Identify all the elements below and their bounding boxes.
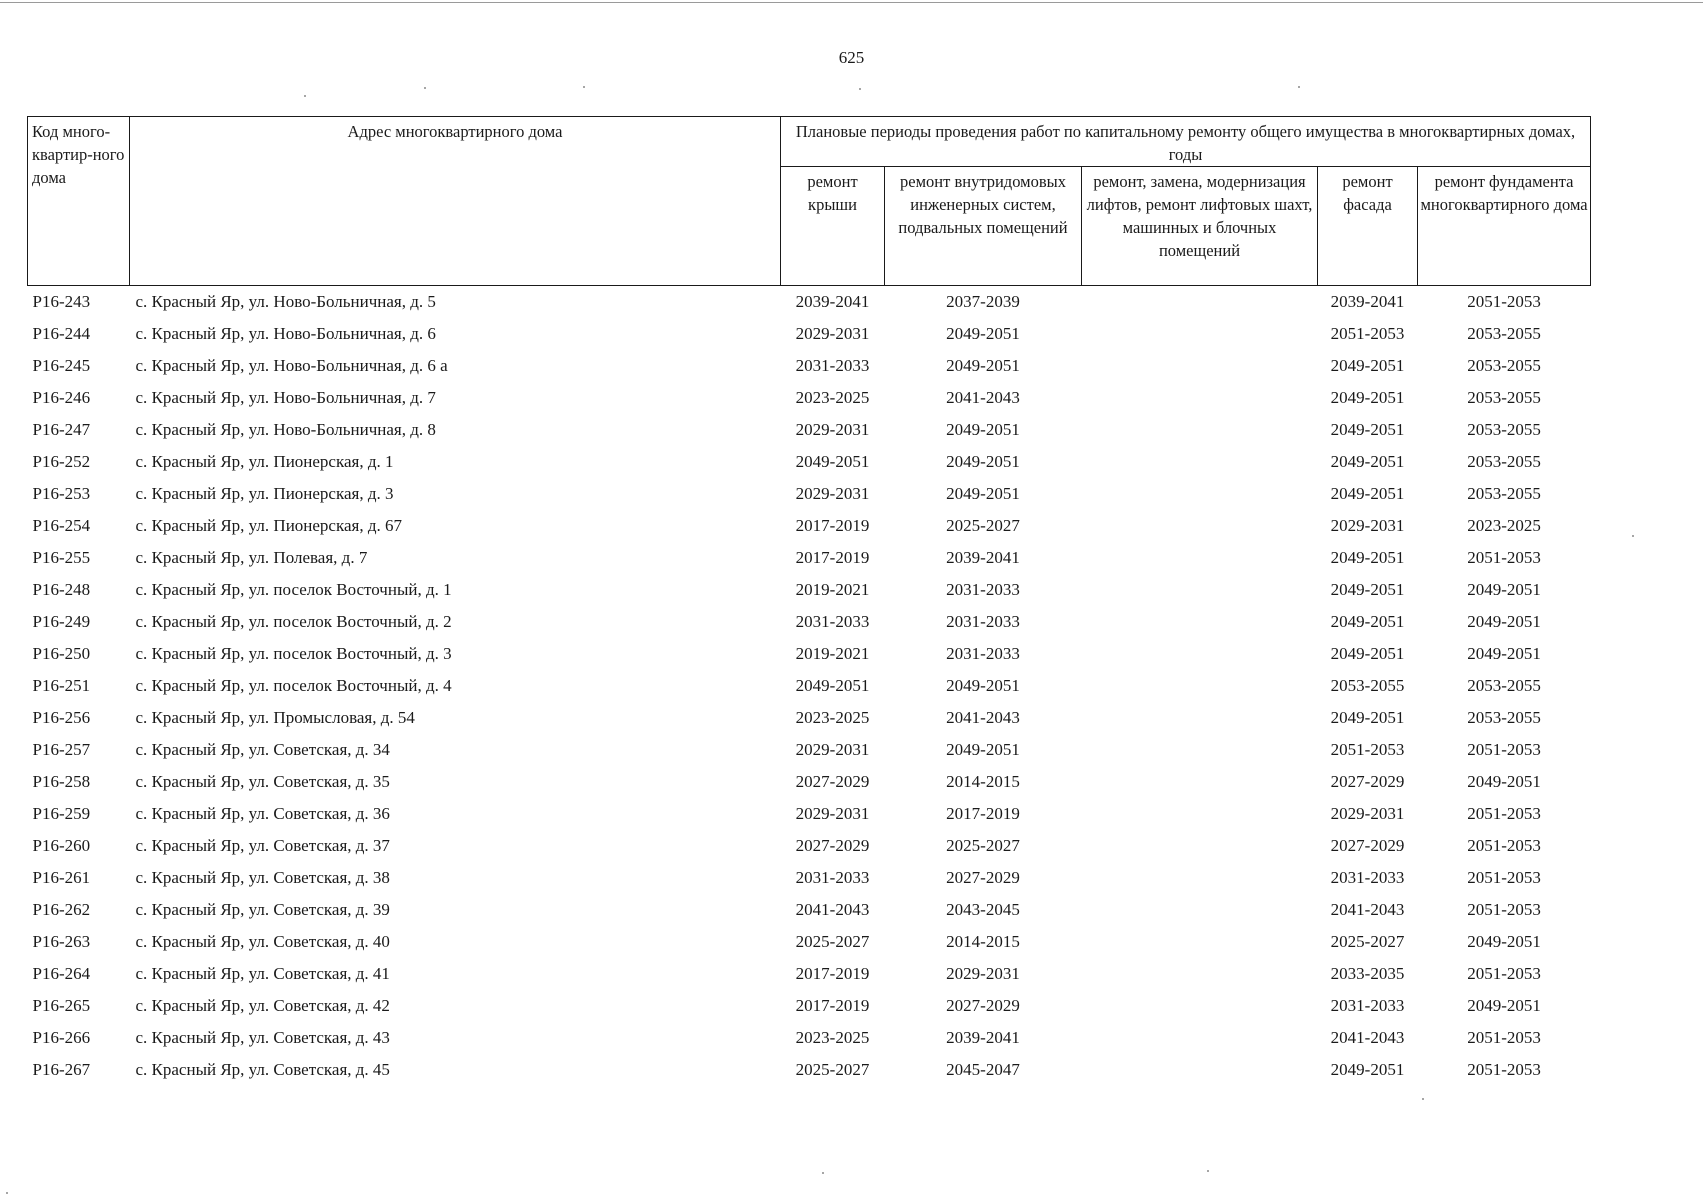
table-row	[28, 1022, 1591, 1054]
table-row	[28, 318, 1591, 350]
cell-roof: 2025-2027	[795, 932, 870, 951]
cell-code: Р16-261	[32, 868, 91, 887]
capital-repair-schedule-table	[27, 116, 1591, 1086]
scan-speck	[822, 1172, 824, 1174]
table-row	[28, 734, 1591, 766]
cell-address: с. Красный Яр, ул. Промысловая, д. 54	[135, 708, 415, 727]
cell-code: Р16-249	[32, 612, 91, 631]
table-row	[28, 894, 1591, 926]
cell-address: с. Красный Яр, ул. Советская, д. 35	[135, 772, 390, 791]
cell-facade: 2031-2033	[1330, 868, 1405, 887]
cell-roof: 2031-2033	[795, 868, 870, 887]
table-row	[28, 670, 1591, 702]
cell-lifts	[1082, 926, 1318, 958]
cell-roof: 2031-2033	[795, 612, 870, 631]
cell-address: с. Красный Яр, ул. поселок Восточный, д. 1	[135, 580, 452, 599]
cell-foundation: 2053-2055	[1467, 452, 1541, 471]
cell-address: с. Красный Яр, ул. Советская, д. 45	[135, 1060, 390, 1079]
cell-code: Р16-254	[32, 516, 91, 535]
cell-roof: 2029-2031	[795, 804, 870, 823]
cell-facade: 2049-2051	[1330, 356, 1405, 375]
cell-facade: 2041-2043	[1330, 1028, 1405, 1047]
cell-systems: 2049-2051	[946, 740, 1020, 759]
cell-lifts	[1082, 798, 1318, 830]
cell-foundation: 2049-2051	[1467, 612, 1541, 631]
cell-lifts	[1082, 318, 1318, 350]
cell-lifts	[1082, 734, 1318, 766]
cell-code: Р16-255	[32, 548, 91, 567]
cell-roof: 2031-2033	[795, 356, 870, 375]
cell-systems: 2017-2019	[946, 804, 1020, 823]
cell-code: Р16-260	[32, 836, 91, 855]
cell-code: Р16-246	[32, 388, 91, 407]
header-foundation: ремонт фундамента многоквартирного дома	[1418, 167, 1591, 286]
table-row	[28, 478, 1591, 510]
cell-address: с. Красный Яр, ул. Советская, д. 37	[135, 836, 390, 855]
table-row	[28, 958, 1591, 990]
cell-roof: 2029-2031	[795, 740, 870, 759]
cell-roof: 2049-2051	[795, 676, 870, 695]
cell-code: Р16-243	[32, 292, 91, 311]
cell-systems: 2025-2027	[946, 836, 1020, 855]
cell-code: Р16-258	[32, 772, 91, 791]
cell-lifts	[1082, 702, 1318, 734]
cell-address: с. Красный Яр, ул. Полевая, д. 7	[135, 548, 368, 567]
cell-facade: 2031-2033	[1330, 996, 1405, 1015]
table-row	[28, 862, 1591, 894]
scan-speck	[583, 86, 585, 88]
cell-lifts	[1082, 286, 1318, 319]
cell-roof: 2019-2021	[795, 644, 870, 663]
cell-address: с. Красный Яр, ул. Ново-Больничная, д. 5	[135, 292, 436, 311]
cell-lifts	[1082, 894, 1318, 926]
cell-code: Р16-245	[32, 356, 91, 375]
cell-systems: 2049-2051	[946, 452, 1020, 471]
scan-speck	[1298, 86, 1300, 88]
cell-foundation: 2053-2055	[1467, 676, 1541, 695]
cell-foundation: 2049-2051	[1467, 996, 1541, 1015]
cell-foundation: 2053-2055	[1467, 356, 1541, 375]
header-lifts: ремонт, замена, модернизация лифтов, ремонт лифтовых шахт, машинных и блочных помещений	[1082, 167, 1318, 286]
cell-code: Р16-267	[32, 1060, 91, 1079]
cell-lifts	[1082, 766, 1318, 798]
table-row	[28, 926, 1591, 958]
cell-address: с. Красный Яр, ул. Советская, д. 42	[135, 996, 390, 1015]
cell-lifts	[1082, 446, 1318, 478]
cell-facade: 2049-2051	[1330, 708, 1405, 727]
cell-lifts	[1082, 478, 1318, 510]
cell-roof: 2017-2019	[795, 548, 870, 567]
scan-speck	[304, 95, 306, 97]
table-row	[28, 446, 1591, 478]
table-body	[28, 286, 1591, 1087]
scan-speck	[424, 87, 426, 89]
scan-speck	[1632, 535, 1634, 537]
cell-roof: 2023-2025	[795, 388, 870, 407]
cell-foundation: 2051-2053	[1467, 1060, 1541, 1079]
cell-roof: 2027-2029	[795, 772, 870, 791]
cell-facade: 2049-2051	[1330, 420, 1405, 439]
table-row	[28, 414, 1591, 446]
cell-systems: 2037-2039	[946, 292, 1020, 311]
cell-roof: 2049-2051	[795, 452, 870, 471]
header-systems: ремонт внутридомовых инженерных систем, подвальных помещений	[885, 167, 1082, 286]
cell-facade: 2051-2053	[1330, 740, 1405, 759]
cell-foundation: 2051-2053	[1467, 900, 1541, 919]
cell-systems: 2039-2041	[946, 1028, 1020, 1047]
cell-address: с. Красный Яр, ул. поселок Восточный, д. 3	[135, 644, 452, 663]
cell-systems: 2043-2045	[946, 900, 1020, 919]
header-code: Код много-квартир-ного дома	[28, 117, 130, 286]
cell-facade: 2049-2051	[1330, 580, 1405, 599]
cell-code: Р16-248	[32, 580, 91, 599]
cell-facade: 2053-2055	[1330, 676, 1405, 695]
cell-foundation: 2051-2053	[1467, 868, 1541, 887]
cell-code: Р16-252	[32, 452, 91, 471]
table-row	[28, 510, 1591, 542]
cell-systems: 2014-2015	[946, 932, 1020, 951]
cell-foundation: 2053-2055	[1467, 708, 1541, 727]
table-row	[28, 638, 1591, 670]
cell-address: с. Красный Яр, ул. Советская, д. 34	[135, 740, 390, 759]
cell-facade: 2033-2035	[1330, 964, 1405, 983]
cell-code: Р16-244	[32, 324, 91, 343]
cell-facade: 2029-2031	[1330, 804, 1405, 823]
cell-code: Р16-253	[32, 484, 91, 503]
cell-foundation: 2053-2055	[1467, 324, 1541, 343]
cell-foundation: 2053-2055	[1467, 484, 1541, 503]
cell-code: Р16-247	[32, 420, 91, 439]
cell-facade: 2049-2051	[1330, 484, 1405, 503]
cell-facade: 2049-2051	[1330, 1060, 1405, 1079]
cell-lifts	[1082, 1022, 1318, 1054]
cell-facade: 2049-2051	[1330, 644, 1405, 663]
cell-roof: 2027-2029	[795, 836, 870, 855]
cell-address: с. Красный Яр, ул. Ново-Больничная, д. 8	[135, 420, 436, 439]
cell-code: Р16-265	[32, 996, 91, 1015]
cell-code: Р16-250	[32, 644, 91, 663]
cell-facade: 2049-2051	[1330, 548, 1405, 567]
cell-address: с. Красный Яр, ул. Советская, д. 39	[135, 900, 390, 919]
cell-roof: 2025-2027	[795, 1060, 870, 1079]
cell-foundation: 2051-2053	[1467, 804, 1541, 823]
cell-roof: 2029-2031	[795, 484, 870, 503]
cell-facade: 2041-2043	[1330, 900, 1405, 919]
cell-lifts	[1082, 574, 1318, 606]
cell-address: с. Красный Яр, ул. Пионерская, д. 3	[135, 484, 394, 503]
cell-systems: 2039-2041	[946, 548, 1020, 567]
cell-systems: 2045-2047	[946, 1060, 1020, 1079]
cell-address: с. Красный Яр, ул. Ново-Больничная, д. 6 а	[135, 356, 448, 375]
cell-systems: 2025-2027	[946, 516, 1020, 535]
cell-foundation: 2049-2051	[1467, 772, 1541, 791]
cell-address: с. Красный Яр, ул. поселок Восточный, д. 4	[135, 676, 452, 695]
cell-facade: 2049-2051	[1330, 612, 1405, 631]
cell-foundation: 2049-2051	[1467, 932, 1541, 951]
cell-foundation: 2051-2053	[1467, 548, 1541, 567]
cell-code: Р16-259	[32, 804, 91, 823]
cell-systems: 2031-2033	[946, 612, 1020, 631]
table-row	[28, 766, 1591, 798]
cell-systems: 2049-2051	[946, 420, 1020, 439]
cell-code: Р16-251	[32, 676, 91, 695]
cell-code: Р16-256	[32, 708, 91, 727]
cell-lifts	[1082, 414, 1318, 446]
document-body	[27, 116, 1590, 1086]
cell-facade: 2027-2029	[1330, 772, 1405, 791]
table-row	[28, 574, 1591, 606]
cell-address: с. Красный Яр, ул. Ново-Больничная, д. 6	[135, 324, 436, 343]
cell-systems: 2041-2043	[946, 708, 1020, 727]
cell-systems: 2031-2033	[946, 644, 1020, 663]
cell-code: Р16-262	[32, 900, 91, 919]
cell-lifts	[1082, 606, 1318, 638]
cell-roof: 2023-2025	[795, 708, 870, 727]
cell-foundation: 2049-2051	[1467, 580, 1541, 599]
scan-speck	[859, 88, 861, 90]
cell-lifts	[1082, 830, 1318, 862]
cell-facade: 2049-2051	[1330, 452, 1405, 471]
header-facade: ремонт фасада	[1318, 167, 1418, 286]
cell-address: с. Красный Яр, ул. Советская, д. 36	[135, 804, 390, 823]
header-address: Адрес многоквартирного дома	[130, 117, 781, 286]
cell-foundation: 2023-2025	[1467, 516, 1541, 535]
cell-roof: 2029-2031	[795, 324, 870, 343]
cell-roof: 2023-2025	[795, 1028, 870, 1047]
cell-lifts	[1082, 670, 1318, 702]
table-row	[28, 702, 1591, 734]
cell-address: с. Красный Яр, ул. Советская, д. 41	[135, 964, 390, 983]
cell-foundation: 2049-2051	[1467, 644, 1541, 663]
cell-address: с. Красный Яр, ул. Пионерская, д. 67	[135, 516, 402, 535]
cell-roof: 2039-2041	[795, 292, 870, 311]
cell-foundation: 2051-2053	[1467, 964, 1541, 983]
cell-facade: 2027-2029	[1330, 836, 1405, 855]
scan-speck	[6, 1192, 8, 1194]
cell-lifts	[1082, 542, 1318, 574]
cell-systems: 2031-2033	[946, 580, 1020, 599]
cell-lifts	[1082, 510, 1318, 542]
table-row	[28, 382, 1591, 414]
table-row	[28, 350, 1591, 382]
cell-address: с. Красный Яр, ул. Пионерская, д. 1	[135, 452, 394, 471]
cell-lifts	[1082, 958, 1318, 990]
cell-roof: 2017-2019	[795, 964, 870, 983]
cell-foundation: 2053-2055	[1467, 388, 1541, 407]
cell-code: Р16-264	[32, 964, 91, 983]
cell-foundation: 2051-2053	[1467, 292, 1541, 311]
cell-roof: 2017-2019	[795, 516, 870, 535]
cell-lifts	[1082, 990, 1318, 1022]
cell-systems: 2014-2015	[946, 772, 1020, 791]
cell-foundation: 2051-2053	[1467, 836, 1541, 855]
table-row	[28, 830, 1591, 862]
table-row	[28, 1054, 1591, 1086]
cell-systems: 2041-2043	[946, 388, 1020, 407]
cell-code: Р16-266	[32, 1028, 91, 1047]
cell-roof: 2017-2019	[795, 996, 870, 1015]
cell-lifts	[1082, 1054, 1318, 1086]
cell-facade: 2025-2027	[1330, 932, 1405, 951]
cell-facade: 2049-2051	[1330, 388, 1405, 407]
cell-systems: 2049-2051	[946, 676, 1020, 695]
page-top-edge	[0, 2, 1703, 3]
table-row	[28, 798, 1591, 830]
header-row-group	[28, 117, 1591, 167]
cell-systems: 2027-2029	[946, 868, 1020, 887]
cell-lifts	[1082, 862, 1318, 894]
page-number: 625	[838, 48, 865, 67]
cell-facade: 2039-2041	[1330, 292, 1405, 311]
cell-systems: 2049-2051	[946, 484, 1020, 503]
cell-foundation: 2051-2053	[1467, 740, 1541, 759]
cell-systems: 2029-2031	[946, 964, 1020, 983]
cell-facade: 2029-2031	[1330, 516, 1405, 535]
header-periods-group: Плановые периоды проведения работ по капитальному ремонту общего имущества в многоквартирных домах, годы	[781, 117, 1591, 167]
cell-foundation: 2051-2053	[1467, 1028, 1541, 1047]
cell-code: Р16-257	[32, 740, 91, 759]
cell-address: с. Красный Яр, ул. Советская, д. 38	[135, 868, 390, 887]
cell-lifts	[1082, 350, 1318, 382]
cell-systems: 2027-2029	[946, 996, 1020, 1015]
cell-address: с. Красный Яр, ул. Советская, д. 43	[135, 1028, 390, 1047]
scan-speck	[1422, 1098, 1424, 1100]
cell-address: с. Красный Яр, ул. Ново-Больничная, д. 7	[135, 388, 436, 407]
table-row	[28, 990, 1591, 1022]
cell-roof: 2029-2031	[795, 420, 870, 439]
cell-roof: 2041-2043	[795, 900, 870, 919]
cell-lifts	[1082, 382, 1318, 414]
cell-foundation: 2053-2055	[1467, 420, 1541, 439]
cell-facade: 2051-2053	[1330, 324, 1405, 343]
cell-code: Р16-263	[32, 932, 91, 951]
cell-lifts	[1082, 638, 1318, 670]
cell-systems: 2049-2051	[946, 324, 1020, 343]
table-row	[28, 606, 1591, 638]
cell-systems: 2049-2051	[946, 356, 1020, 375]
table-row	[28, 286, 1591, 319]
scan-speck	[1207, 1170, 1209, 1172]
cell-address: с. Красный Яр, ул. Советская, д. 40	[135, 932, 390, 951]
cell-address: с. Красный Яр, ул. поселок Восточный, д. 2	[135, 612, 452, 631]
header-roof: ремонт крыши	[781, 167, 885, 286]
table-row	[28, 542, 1591, 574]
table-header	[28, 117, 1591, 286]
cell-roof: 2019-2021	[795, 580, 870, 599]
